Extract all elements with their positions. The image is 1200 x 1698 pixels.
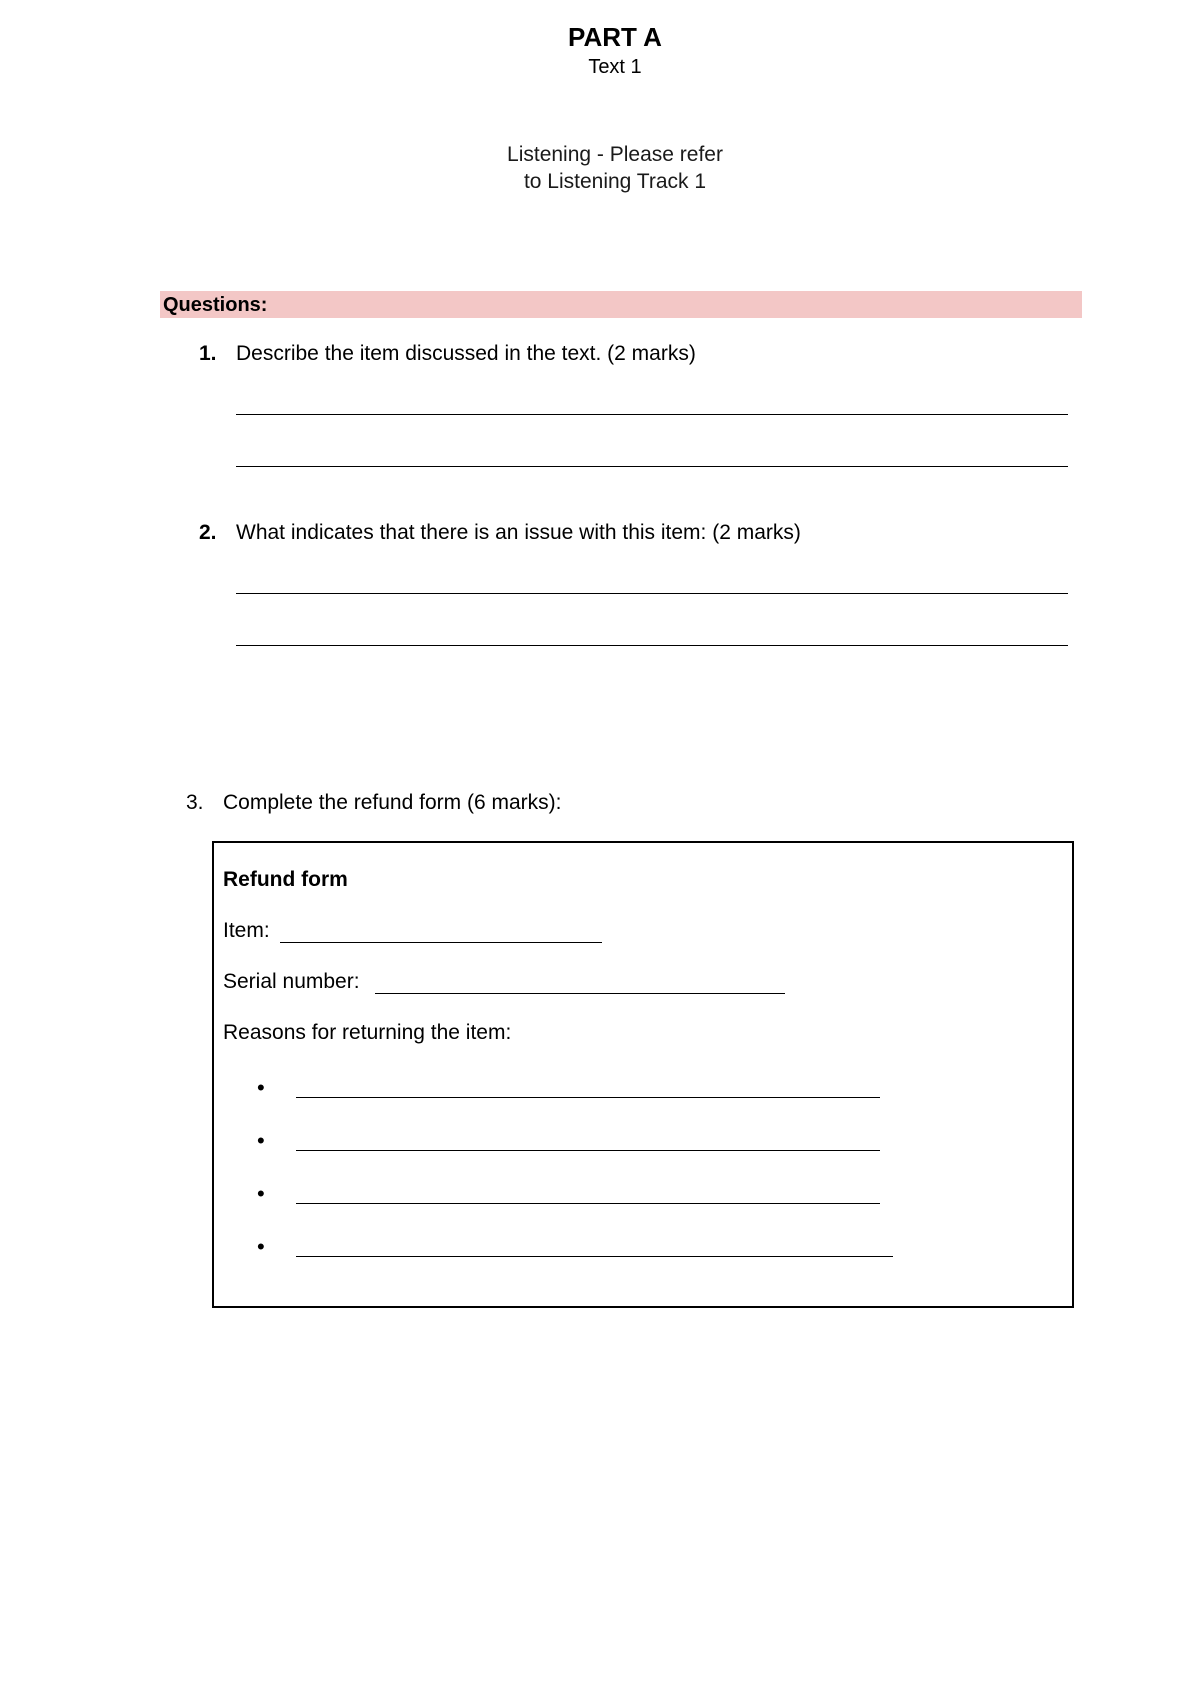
refund-form-serial-line[interactable] [375,993,785,994]
question-2-number: 2. [199,521,217,544]
question-1-answer-line-1[interactable] [236,414,1068,415]
reason-1-bullet: • [257,1075,265,1100]
listening-note [0,141,1200,195]
refund-form-reasons-label: Reasons for returning the item: [223,1021,512,1044]
page-title: PART A [568,22,662,52]
listening-note-line-2: to Listening Track 1 [523,170,707,193]
page-subtitle: Text 1 [588,56,642,78]
reason-2-bullet: • [257,1128,265,1153]
refund-form-serial-label: Serial number: [223,970,360,993]
question-2-text: What indicates that there is an issue with this item: (2 marks) [236,521,801,544]
question-1-answer-line-2[interactable] [236,466,1068,467]
listening-note-line-1: Listening - Please refer [507,143,723,166]
reason-3-bullet: • [257,1181,265,1206]
refund-form-box [212,841,1074,1308]
refund-form-item-label: Item: [223,919,270,942]
reason-4-line[interactable] [296,1256,893,1257]
refund-form-item-line[interactable] [280,942,602,943]
refund-form-title: Refund form [223,868,348,891]
question-3-text: Complete the refund form (6 marks): [223,791,562,814]
reason-3-line[interactable] [296,1203,880,1204]
question-2-answer-line-1[interactable] [236,593,1068,594]
reason-1-line[interactable] [296,1097,880,1098]
reason-2-line[interactable] [296,1150,880,1151]
questions-label: Questions: [163,294,268,316]
question-2-answer-line-2[interactable] [236,645,1068,646]
question-1-number: 1. [199,342,217,365]
reason-4-bullet: • [257,1234,265,1259]
questions-header-bar [160,291,1082,318]
question-1-text: Describe the item discussed in the text. (2 marks) [236,342,696,365]
question-3-number: 3. [186,791,204,814]
